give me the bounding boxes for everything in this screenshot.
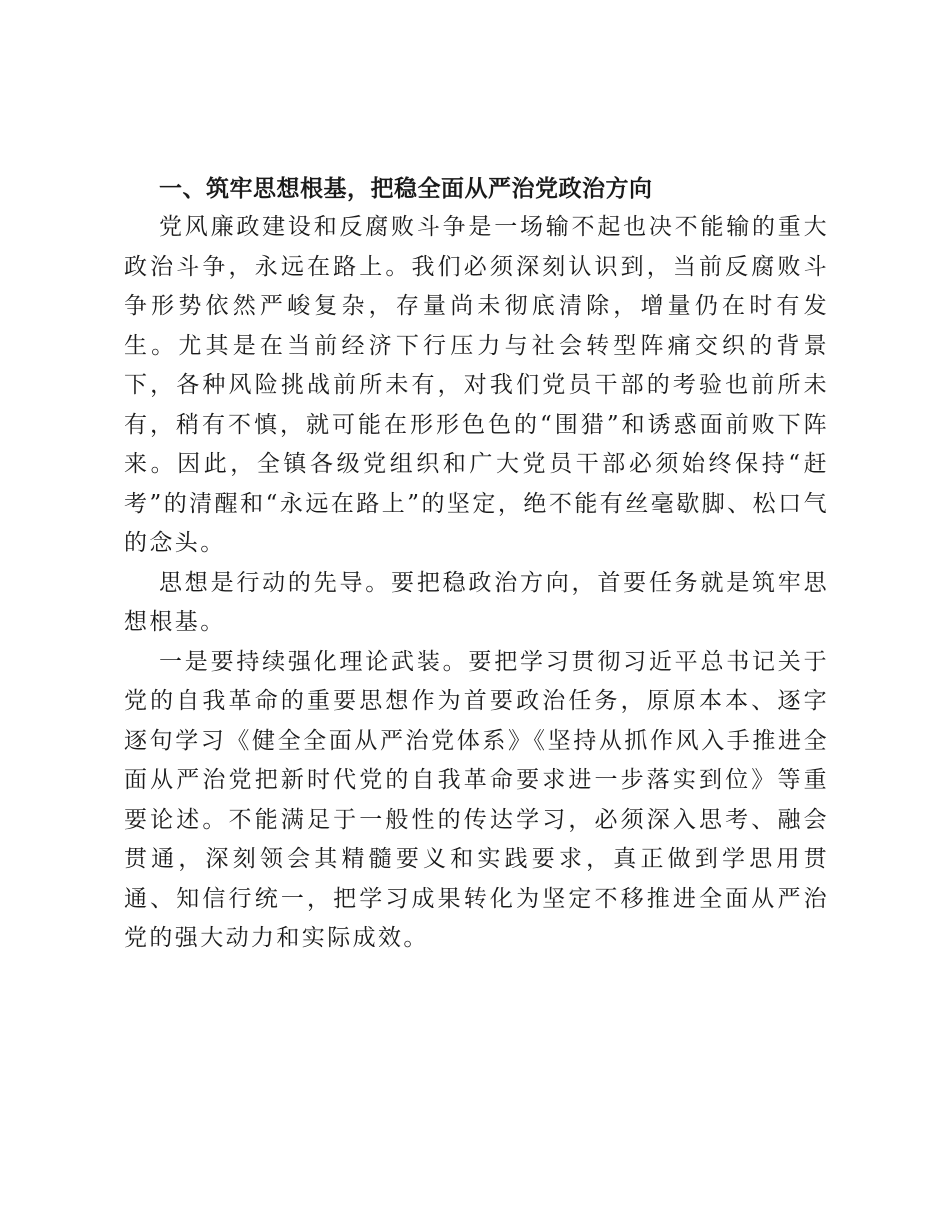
paragraph-thought-guidance: 思想是行动的先导。要把稳政治方向，首要任务就是筑牢思想根基。	[124, 569, 829, 635]
document-page	[124, 170, 829, 959]
paragraph-anticorruption-situation: 党风廉政建设和反腐败斗争是一场输不起也决不能输的重大政治斗争，永远在路上。我们必须深刻认识到，当前反腐败斗争形势依然严峻复杂，存量尚未彻底清除，增量仍在时有发生。尤其是在当前经济下行压力与社会转型阵痛交织的背景下，各种风险挑战前所未有，对我们党员干部的考验也前所未有，稍有不慎，就可能在形形色色的“围猎”和诱惑面前败下阵来。因此，全镇各级党组织和广大党员干部必须始终保持“赶考”的清醒和“永远在路上”的坚定，绝不能有丝毫歇脚、松口气的念头。	[124, 214, 829, 556]
section-heading: 一、筑牢思想根基，把稳全面从严治党政治方向	[159, 176, 653, 202]
paragraph-theory-study: 一是要持续强化理论武装。要把学习贯彻习近平总书记关于党的自我革命的重要思想作为首要政治任务，原原本本、逐字逐句学习《健全全面从严治党体系》《坚持从抓作风入手推进全面从严治党把新时代党的自我革命要求进一步落实到位》等重要论述。不能满足于一般性的传达学习，必须深入思考、融会贯通，深刻领会其精髓要义和实践要求，真正做到学思用贯通、知信行统一，把学习成果转化为坚定不移推进全面从严治党的强大动力和实际成效。	[124, 648, 829, 951]
